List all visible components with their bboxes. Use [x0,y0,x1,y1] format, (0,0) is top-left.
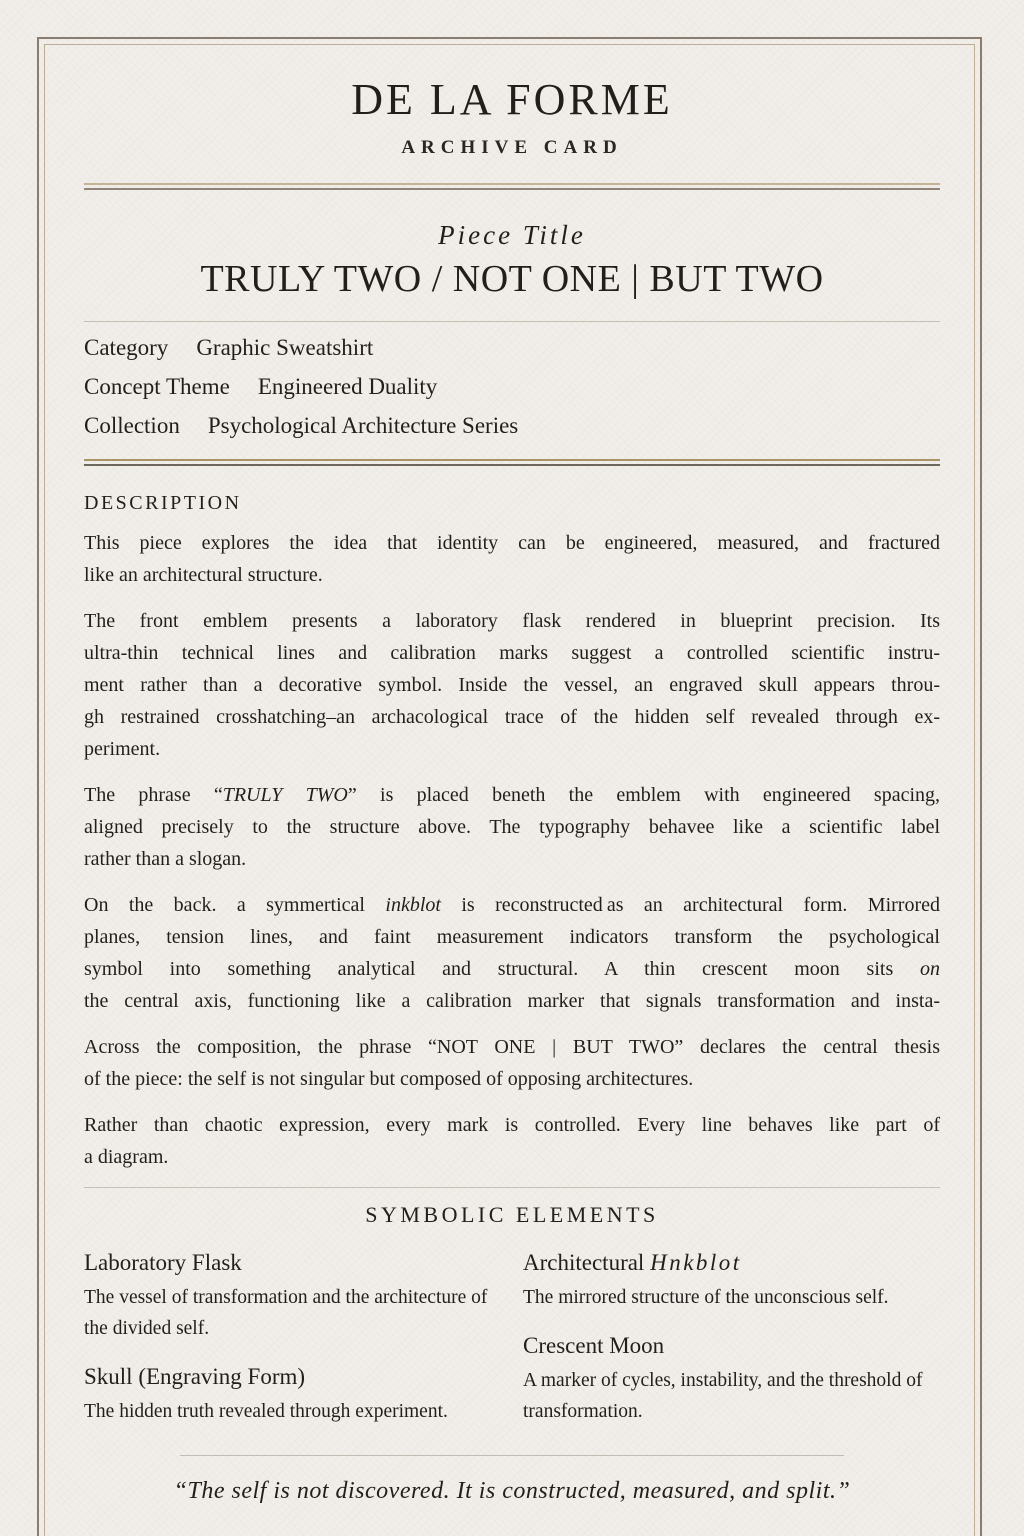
meta-row [84,335,940,361]
paragraph-line: This piece explores the idea that identity can be engineered, measured, and fractured [84,532,940,554]
paragraph-line: On the back. a symmertical inkblot is reconstructed as an architectural form. Mirrored [84,894,940,916]
paragraph-line: The phrase “TRULY TWO” is placed beneth the emblem with engineered spacing, [84,784,940,806]
symbolic-column [84,1250,501,1447]
archive-card [84,0,940,1505]
divider-footer [180,1455,844,1456]
description-paragraph [84,1031,940,1095]
meta-label: Concept Theme [84,374,230,399]
divider-thin-title [84,321,940,322]
symbolic-item-description: The vessel of transformation and the architecture of the divided self. [84,1287,488,1339]
divider-double-header [84,183,940,190]
paragraph-line: rather than a slogan. [84,848,247,870]
paragraph-line: Across the composition, the phrase “NOT ONE | BUT TWO” declares the central thesis [84,1036,940,1058]
paragraph-line: planes, tension lines, and faint measurement indicators transform the psychological [84,926,940,948]
description-heading: DESCRIPTION [84,492,242,514]
paragraph-line: ment rather than a decorative symbol. Inside the vessel, an engraved skull appears throu- [84,674,940,696]
symbolic-item-description: The mirrored structure of the unconscious self. [523,1287,889,1308]
symbolic-item [84,1250,501,1344]
description-body [84,527,940,1173]
symbolic-item-title: Laboratory Flask [84,1250,242,1275]
symbolic-item-title: Architectural Hnkblot [523,1250,742,1275]
divider-double-meta [84,459,940,466]
meta-section [84,335,940,439]
paragraph-line: ultra-thin technical lines and calibration marks suggest a controlled scientific instru- [84,642,940,664]
meta-row [84,374,940,400]
meta-value: Engineered Duality [257,374,438,399]
meta-value: Graphic Sweatshirt [196,335,374,360]
symbolic-heading: SYMBOLIC ELEMENTS [365,1202,659,1227]
paragraph-line: aligned precisely to the structure above. The typography behavee like a scientific label [84,816,940,838]
paragraph-line: periment. [84,738,161,760]
description-paragraph [84,889,940,1017]
description-paragraph [84,527,940,591]
meta-label: Collection [84,413,180,438]
piece-title-label: Piece Title [438,220,586,250]
meta-row [84,413,940,439]
paragraph-line: symbol into something analytical and structural. A thin crescent moon sits on [84,958,940,980]
symbolic-item [84,1364,501,1427]
paragraph-line: a diagram. [84,1146,169,1168]
symbolic-item-description: The hidden truth revealed through experiment. [84,1401,448,1422]
symbolic-item-title: Skull (Engraving Form) [84,1364,306,1389]
description-paragraph [84,1109,940,1173]
paragraph-line: the central axis, functioning like a calibration marker that signals transformation and insta- [84,990,940,1012]
description-paragraph [84,605,940,765]
symbolic-item-title: Crescent Moon [523,1333,665,1358]
paragraph-line: like an architectural structure. [84,564,323,586]
paragraph-line: gh restrained crosshatching–an archacological trace of the hidden self revealed through ex- [84,706,940,728]
symbolic-item [523,1333,940,1427]
description-paragraph [84,779,940,875]
symbolic-column [523,1250,940,1447]
symbolic-elements [84,1250,940,1447]
brand-title: DE LA FORME [351,75,673,124]
paragraph-line: The front emblem presents a laboratory flask rendered in blueprint precision. Its [84,610,940,632]
symbolic-item-description: A marker of cycles, instability, and the threshold of transformation. [523,1370,923,1422]
divider-thin-symbolic [84,1187,940,1188]
meta-label: Category [84,335,169,360]
meta-value: Psychological Architecture Series [207,413,519,438]
paragraph-line: of the piece: the self is not singular but composed of opposing architectures. [84,1068,694,1090]
footer-quote: “The self is not discovered. It is constructed, measured, and split.” [173,1478,851,1504]
paragraph-line: Rather than chaotic expression, every mark is controlled. Every line behaves like part of [84,1114,940,1136]
symbolic-item [523,1250,940,1313]
card-header [84,75,940,159]
brand-subtitle: ARCHIVE CARD [401,137,623,158]
piece-title: TRULY TWO / NOT ONE | BUT TWO [200,258,824,300]
